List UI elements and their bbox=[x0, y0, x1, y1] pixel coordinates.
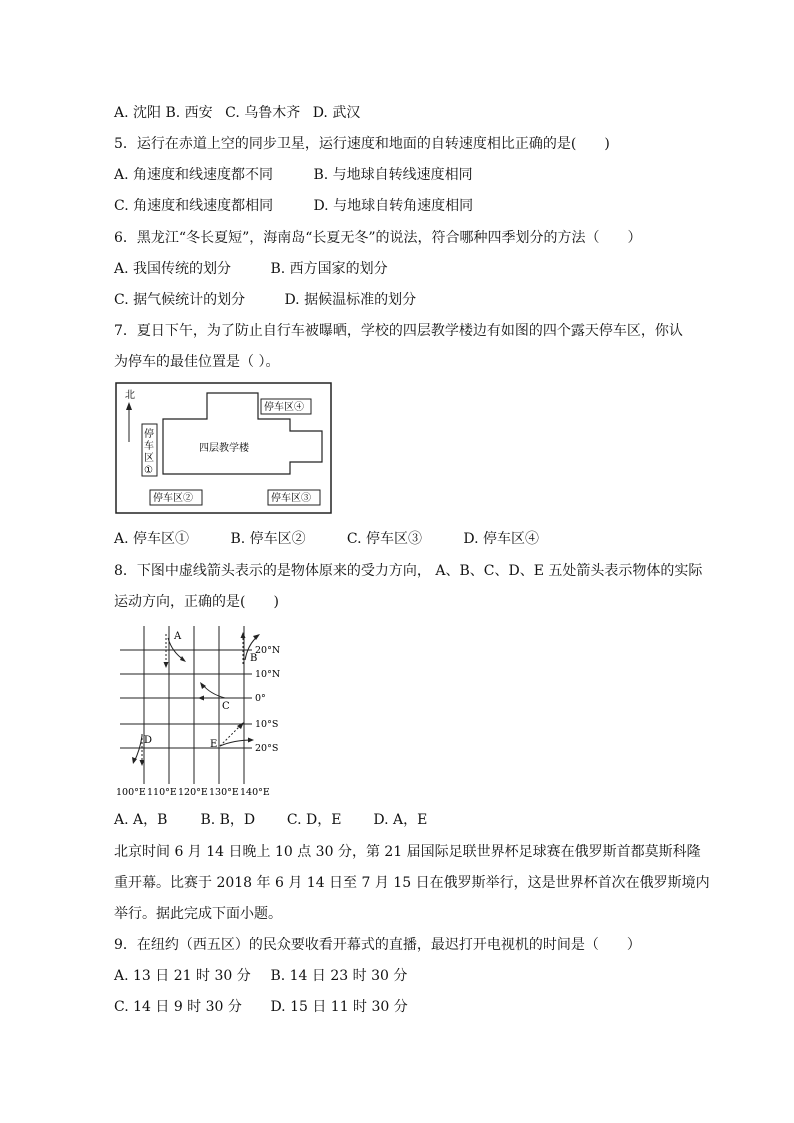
q7-stem-line2: 为停车的最佳位置是（ ）。 bbox=[114, 354, 280, 370]
q7-option-b: B. 停车区② bbox=[230, 531, 306, 547]
q9-option-a: A. 13 日 21 时 30 分 bbox=[114, 968, 251, 984]
q9-option-b: B. 14 日 23 时 30 分 bbox=[270, 968, 408, 984]
q5-option-b: B. 与地球自转线速度相同 bbox=[313, 167, 473, 183]
q5-stem: 5．运行在赤道上空的同步卫星，运行速度和地面的自转速度相比正确的是( ) bbox=[114, 136, 610, 152]
lot1-char1: 停 bbox=[144, 429, 154, 440]
q5-option-a: A. 角速度和线速度都不同 bbox=[114, 167, 274, 183]
north-arrowhead-icon bbox=[126, 402, 132, 410]
lon-label-110e: 110°E bbox=[147, 787, 177, 798]
q8-option-c: C. D，E bbox=[286, 812, 342, 828]
lot4-label: 停车区④ bbox=[264, 402, 304, 413]
point-e-label: E bbox=[210, 739, 218, 750]
q5-option-d: D. 与地球自转角速度相同 bbox=[313, 198, 474, 214]
q6-option-c: C. 据气候统计的划分 bbox=[114, 292, 246, 308]
lot2-label: 停车区② bbox=[153, 493, 193, 504]
point-a-label: A bbox=[174, 631, 182, 642]
lat-label-20s: 20°S bbox=[255, 743, 279, 754]
arrow-d bbox=[132, 734, 152, 766]
lot1-char3: 区 bbox=[144, 453, 154, 464]
q6-stem: 6．黑龙江“冬长夏短”，海南岛“长夏无冬”的说法，符合哪种四季划分的方法（ ） bbox=[114, 230, 642, 246]
q8-option-b: B. B，D bbox=[200, 812, 256, 828]
lot1-char2: 车 bbox=[144, 441, 154, 452]
passage-line2: 重开幕。比赛于 2018 年 6 月 14 日至 7 月 15 日在俄罗斯举行，这是世界杯首次在俄罗斯境内 bbox=[114, 875, 710, 891]
north-label: 北 bbox=[125, 390, 135, 401]
lat-label-0: 0° bbox=[255, 693, 266, 704]
q6-option-b: B. 西方国家的划分 bbox=[270, 261, 388, 277]
q9-option-d: D. 15 日 11 时 30 分 bbox=[270, 999, 408, 1015]
lot3-label: 停车区③ bbox=[271, 493, 311, 504]
q4-option-c: C. 乌鲁木齐 bbox=[225, 105, 301, 121]
q5-option-c: C. 角速度和线速度都相同 bbox=[114, 198, 274, 214]
arrow-c bbox=[198, 682, 230, 712]
q5-options-row1 bbox=[114, 165, 473, 185]
q5-options-row2 bbox=[114, 196, 473, 216]
arrow-e bbox=[210, 722, 254, 750]
passage-line3: 举行。据此完成下面小题。 bbox=[114, 906, 282, 922]
lot1-char4: ① bbox=[144, 465, 153, 476]
q4-option-b: B. 西安 bbox=[165, 105, 213, 121]
q8-option-a: A. A，B bbox=[114, 812, 168, 828]
q8-stem-line2: 运动方向，正确的是( ) bbox=[114, 594, 279, 610]
q6-option-a: A. 我国传统的划分 bbox=[114, 261, 232, 277]
q9-options-row1 bbox=[114, 966, 407, 986]
q6-options-row1 bbox=[114, 259, 388, 279]
q7-stem-line1: 7．夏日下午，为了防止自行车被曝晒，学校的四层教学楼边有如图的四个露天停车区，你认 bbox=[114, 323, 683, 339]
q7-option-a: A. 停车区① bbox=[114, 531, 190, 547]
lat-label-10s: 10°S bbox=[255, 719, 279, 730]
q4-option-a: A. 沈阳 bbox=[114, 105, 162, 121]
q9-options-row2 bbox=[114, 997, 408, 1017]
q8-option-d: D. A，E bbox=[373, 812, 428, 828]
q6-options-row2 bbox=[114, 290, 416, 310]
lon-label-100e: 100°E bbox=[116, 787, 146, 798]
q6-option-d: D. 据候温标准的划分 bbox=[284, 292, 417, 308]
lat-label-10n: 10°N bbox=[255, 669, 281, 680]
lon-label-120e: 120°E bbox=[178, 787, 208, 798]
q7-option-c: C. 停车区③ bbox=[346, 531, 423, 547]
q8-options bbox=[114, 810, 427, 830]
lat-label-20n: 20°N bbox=[255, 645, 281, 656]
lon-label-130e: 130°E bbox=[209, 787, 239, 798]
point-d-label: D bbox=[144, 735, 153, 746]
building-label: 四层教学楼 bbox=[199, 443, 249, 454]
passage-line1: 北京时间 6 月 14 日晚上 10 点 30 分，第 21 届国际足联世界杯足球赛在俄罗斯首都莫斯科隆 bbox=[114, 844, 701, 860]
lat-lon-grid-figure bbox=[110, 624, 300, 802]
q8-stem-line1: 8．下图中虚线箭头表示的是物体原来的受力方向， A、B、C、D、E 五处箭头表示物体的实际 bbox=[114, 563, 703, 579]
q7-options bbox=[114, 529, 539, 549]
q9-option-c: C. 14 日 9 时 30 分 bbox=[114, 999, 242, 1015]
parking-map-figure bbox=[115, 382, 333, 515]
q9-stem: 9．在纽约（西五区）的民众要收看开幕式的直播，最迟打开电视机的时间是（ ） bbox=[114, 937, 641, 953]
point-b-label: B bbox=[250, 653, 258, 664]
q4-options bbox=[114, 103, 360, 123]
lon-label-140e: 140°E bbox=[240, 787, 270, 798]
point-c-label: C bbox=[222, 701, 230, 712]
q7-option-d: D. 停车区④ bbox=[463, 531, 539, 547]
q4-option-d: D. 武汉 bbox=[312, 105, 361, 121]
